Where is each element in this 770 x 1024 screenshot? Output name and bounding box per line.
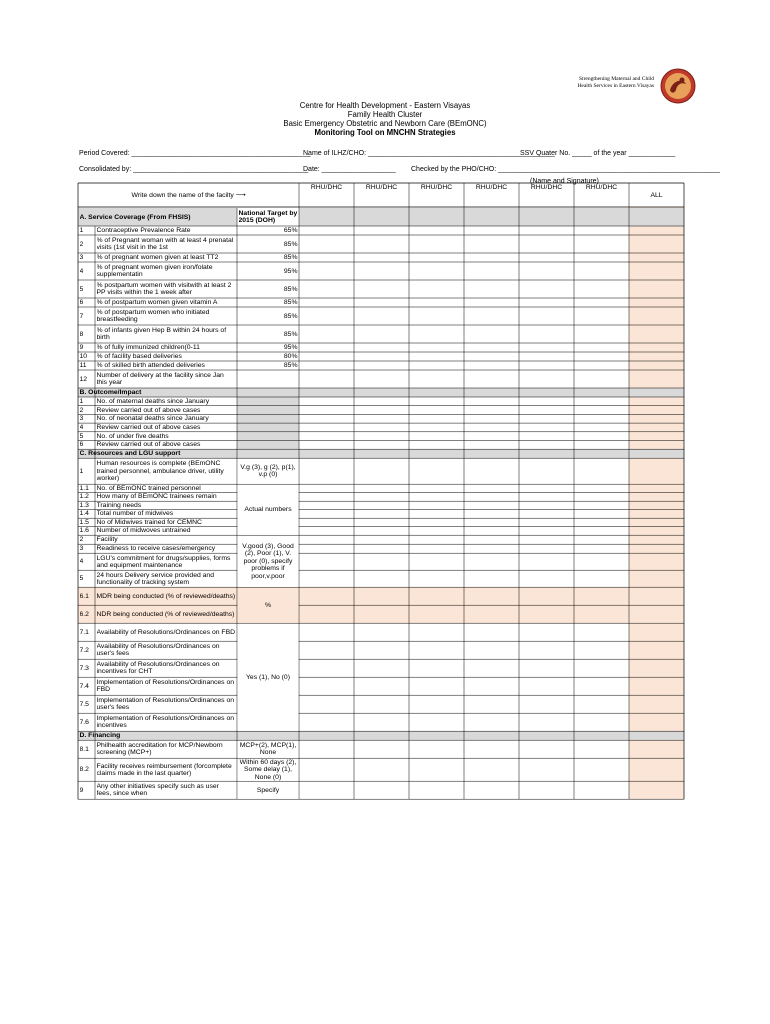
row-number: 1 bbox=[79, 227, 84, 235]
row-indicator: % of Pregnant woman with at least 4 prenatal visits (1st visit in the 1st bbox=[96, 236, 234, 252]
row-indicator: Facility bbox=[96, 536, 118, 544]
rhu-column-header-4: RHU/DHC bbox=[475, 183, 508, 191]
section-C-label: C. Resources and LGU support bbox=[79, 450, 181, 458]
row-number: 11 bbox=[79, 362, 87, 370]
row-number: 3 bbox=[79, 254, 84, 262]
header-line-1: Centre for Health Development - Eastern Visayas bbox=[299, 101, 471, 110]
row-indicator: % of pregnant women given iron/folate supplementatin bbox=[96, 263, 213, 279]
row-indicator: Training needs bbox=[96, 501, 142, 509]
target-mcp: MCP+(2), MCP(1), None bbox=[239, 742, 297, 757]
row-indicator: No of Midwives trained for CEMNC bbox=[96, 518, 202, 526]
row-indicator: Availability of Resolutions/Ordinances on incentives for CHT bbox=[96, 661, 220, 676]
row-number: 8 bbox=[79, 330, 84, 338]
ilhz-field: Name of ILHZ/CHO: ________________________________________________ bbox=[303, 150, 555, 157]
row-number: 8.1 bbox=[79, 745, 89, 753]
header-title: Monitoring Tool on MNCHN Strategies bbox=[314, 128, 456, 137]
target-specify: Specify bbox=[256, 786, 280, 794]
row-indicator: Total number of midwives bbox=[96, 510, 174, 518]
section-B-label: B. Outcome/Impact bbox=[79, 389, 142, 397]
rhu-column-header-6: RHU/DHC bbox=[585, 183, 618, 191]
row-target: 85% bbox=[283, 285, 298, 293]
row-indicator: % of postpartum women given vitamin A bbox=[96, 299, 218, 307]
row-number: 1.4 bbox=[79, 510, 89, 518]
row-indicator: LGU's commitment for drugs/supplies, forms and equipment maintenance bbox=[96, 554, 231, 569]
row-indicator: % of fully immunized children(0-11 bbox=[96, 344, 200, 352]
row-number: 5 bbox=[79, 575, 84, 583]
row-indicator: Facility receives reimbursement (forcomplete claims made in the last quarter) bbox=[96, 762, 232, 777]
row-indicator: Number of delivery at the facility since Jan this year bbox=[96, 371, 224, 387]
row-indicator: % of infants given Hep B within 24 hours of birth bbox=[96, 326, 227, 342]
ssv-quarter-field: SSV Quater No. _____ of the year ____________ bbox=[520, 150, 676, 157]
target-hr-rating: V.g (3), g (2), p(1), v.p (0) bbox=[240, 464, 296, 479]
rhu-column-header-2: RHU/DHC bbox=[365, 183, 398, 191]
row-target: 85% bbox=[283, 254, 298, 262]
row-indicator: No. of BEmONC trained personnel bbox=[96, 484, 201, 492]
row-number: 4 bbox=[79, 267, 84, 275]
national-target-header: National Target by 2015 (DOH) bbox=[238, 209, 298, 225]
row-number: 2 bbox=[79, 536, 84, 544]
row-number: 3 bbox=[79, 415, 84, 423]
row-indicator: Review carried out of above cases bbox=[96, 441, 201, 449]
row-target: 85% bbox=[283, 299, 298, 307]
row-indicator: Implementation of Resolutions/Ordinances on user's fees bbox=[96, 697, 235, 712]
rhu-column-header-1: RHU/DHC bbox=[310, 183, 343, 191]
row-number: 8.2 bbox=[79, 766, 89, 774]
row-target: 65% bbox=[283, 227, 298, 235]
row-number: 4 bbox=[79, 558, 84, 566]
target-percent: % bbox=[264, 601, 272, 609]
consolidated-by-field: Consolidated by: _____________________________________________ bbox=[79, 166, 309, 173]
row-number: 1 bbox=[79, 397, 84, 405]
row-number: 7.1 bbox=[79, 628, 89, 636]
row-indicator: % postpartum women with visitwith at least 2 PP visits within the 1 week after bbox=[96, 281, 232, 297]
row-number: 6.1 bbox=[79, 592, 89, 600]
row-number: 5 bbox=[79, 285, 84, 293]
row-number: 1.5 bbox=[79, 518, 89, 526]
row-indicator: Implementation of Resolutions/Ordinances on FBD bbox=[96, 679, 235, 694]
row-indicator: Review carried out of above cases bbox=[96, 406, 201, 414]
row-target: 85% bbox=[283, 312, 298, 320]
row-number: 2 bbox=[79, 406, 84, 414]
row-target: 85% bbox=[283, 362, 298, 370]
row-number: 7.3 bbox=[79, 664, 89, 672]
period-covered-field: Period Covered: ______________________________________________ bbox=[79, 150, 311, 157]
header-line-3: Basic Emergency Obstetric and Newborn Care (BEmONC) bbox=[283, 119, 487, 128]
all-column-header: ALL bbox=[650, 191, 663, 199]
row-number: 7.5 bbox=[79, 700, 89, 708]
row-number: 5 bbox=[79, 432, 84, 440]
row-indicator: Philhealth accreditation for MCP/Newborn screening (MCP+) bbox=[96, 742, 223, 757]
row-target: 85% bbox=[283, 330, 298, 338]
row-indicator: Implementation of Resolutions/Ordinances on incentives bbox=[96, 715, 235, 730]
row-number: 9 bbox=[79, 344, 84, 352]
row-indicator: No. of maternal deaths since January bbox=[96, 397, 210, 405]
row-number: 1.1 bbox=[79, 484, 89, 492]
row-target: 80% bbox=[283, 353, 298, 361]
row-indicator: NDR being conducted (% of reviewed/deaths) bbox=[96, 610, 235, 618]
row-indicator: Contraceptive Prevalence Rate bbox=[96, 227, 191, 235]
date-field: Date: ___________________ bbox=[303, 166, 396, 173]
row-number: 3 bbox=[79, 545, 84, 553]
target-reimbursement: Within 60 days (2), Some delay (1), None (0) bbox=[239, 758, 297, 781]
row-target: 95% bbox=[283, 267, 298, 275]
row-number: 7.6 bbox=[79, 718, 89, 726]
row-number: 12 bbox=[79, 375, 88, 383]
rhu-column-header-5: RHU/DHC bbox=[530, 183, 563, 191]
row-indicator: Human resources is complete (BEmONC trained personnel, ambulance driver, utility worker) bbox=[96, 460, 224, 483]
row-number: 1.6 bbox=[79, 527, 89, 535]
row-indicator: No. of under five deaths bbox=[96, 432, 169, 440]
target-actual-numbers: Actual numbers bbox=[244, 506, 292, 514]
row-target: 85% bbox=[283, 240, 298, 248]
row-number: 1.2 bbox=[79, 493, 89, 501]
section-D-label: D. Financing bbox=[79, 732, 121, 740]
logo-caption: Strengthening Maternal and Child Health Services in Eastern Visayas bbox=[577, 76, 654, 89]
row-indicator: Number of midwoves untrained bbox=[96, 527, 191, 535]
row-number: 6 bbox=[79, 299, 84, 307]
row-indicator: Readiness to receive cases/emergency bbox=[96, 545, 216, 553]
row-indicator: No. of neonatal deaths since January bbox=[96, 415, 209, 423]
row-indicator: MDR being conducted (% of reviewed/deaths) bbox=[96, 592, 236, 600]
row-number: 10 bbox=[79, 353, 88, 361]
row-indicator: Availability of Resolutions/Ordinances on user's fees bbox=[96, 643, 220, 658]
row-number: 2 bbox=[79, 240, 84, 248]
facility-prompt: Write down the name of the facilty ⟶ bbox=[131, 191, 246, 199]
target-rating-scale: V.good (3), Good (2), Poor (1), V. poor (0), specify problems if poor,v.poor bbox=[242, 542, 294, 580]
row-number: 7.4 bbox=[79, 682, 89, 690]
header-line-2: Family Health Cluster bbox=[347, 110, 423, 119]
target-yes-no: Yes (1), No (0) bbox=[246, 673, 290, 681]
row-indicator: Any other initiatives specify such as user fees, since when bbox=[96, 783, 219, 798]
row-indicator: Review carried out of above cases bbox=[96, 423, 201, 431]
rhu-column-header-3: RHU/DHC bbox=[420, 183, 453, 191]
name-signature-label: (Name and Signature) bbox=[530, 178, 599, 185]
row-number: 4 bbox=[79, 423, 84, 431]
row-indicator: % of skilled birth attended deliveries bbox=[96, 362, 205, 370]
row-target: 95% bbox=[283, 344, 298, 352]
row-indicator: Availability of Resolutions/Ordinances on FBD bbox=[96, 628, 236, 636]
row-number: 6.2 bbox=[79, 610, 89, 618]
row-indicator: How many of BEmONC trainees remain bbox=[96, 493, 217, 501]
row-number: 9 bbox=[79, 786, 84, 794]
row-number: 7.2 bbox=[79, 646, 89, 654]
row-indicator: % of pregnant women given at least TT2 bbox=[96, 254, 219, 262]
row-indicator: 24 hours Delivery service provided and functionality of tracking system bbox=[96, 571, 214, 586]
row-indicator: % of facility based deliveries bbox=[96, 353, 182, 361]
row-number: 7 bbox=[79, 312, 84, 320]
checked-by-field: Checked by the PHO/CHO: _________________________________________________________ bbox=[411, 166, 721, 173]
row-indicator: % of postpartum women who initiated breastfeeding bbox=[96, 308, 210, 324]
section-A-label: A. Service Coverage (From FHSIS) bbox=[79, 213, 191, 221]
row-number: 1 bbox=[79, 467, 84, 475]
row-number: 6 bbox=[79, 441, 84, 449]
row-number: 1.3 bbox=[79, 501, 89, 509]
